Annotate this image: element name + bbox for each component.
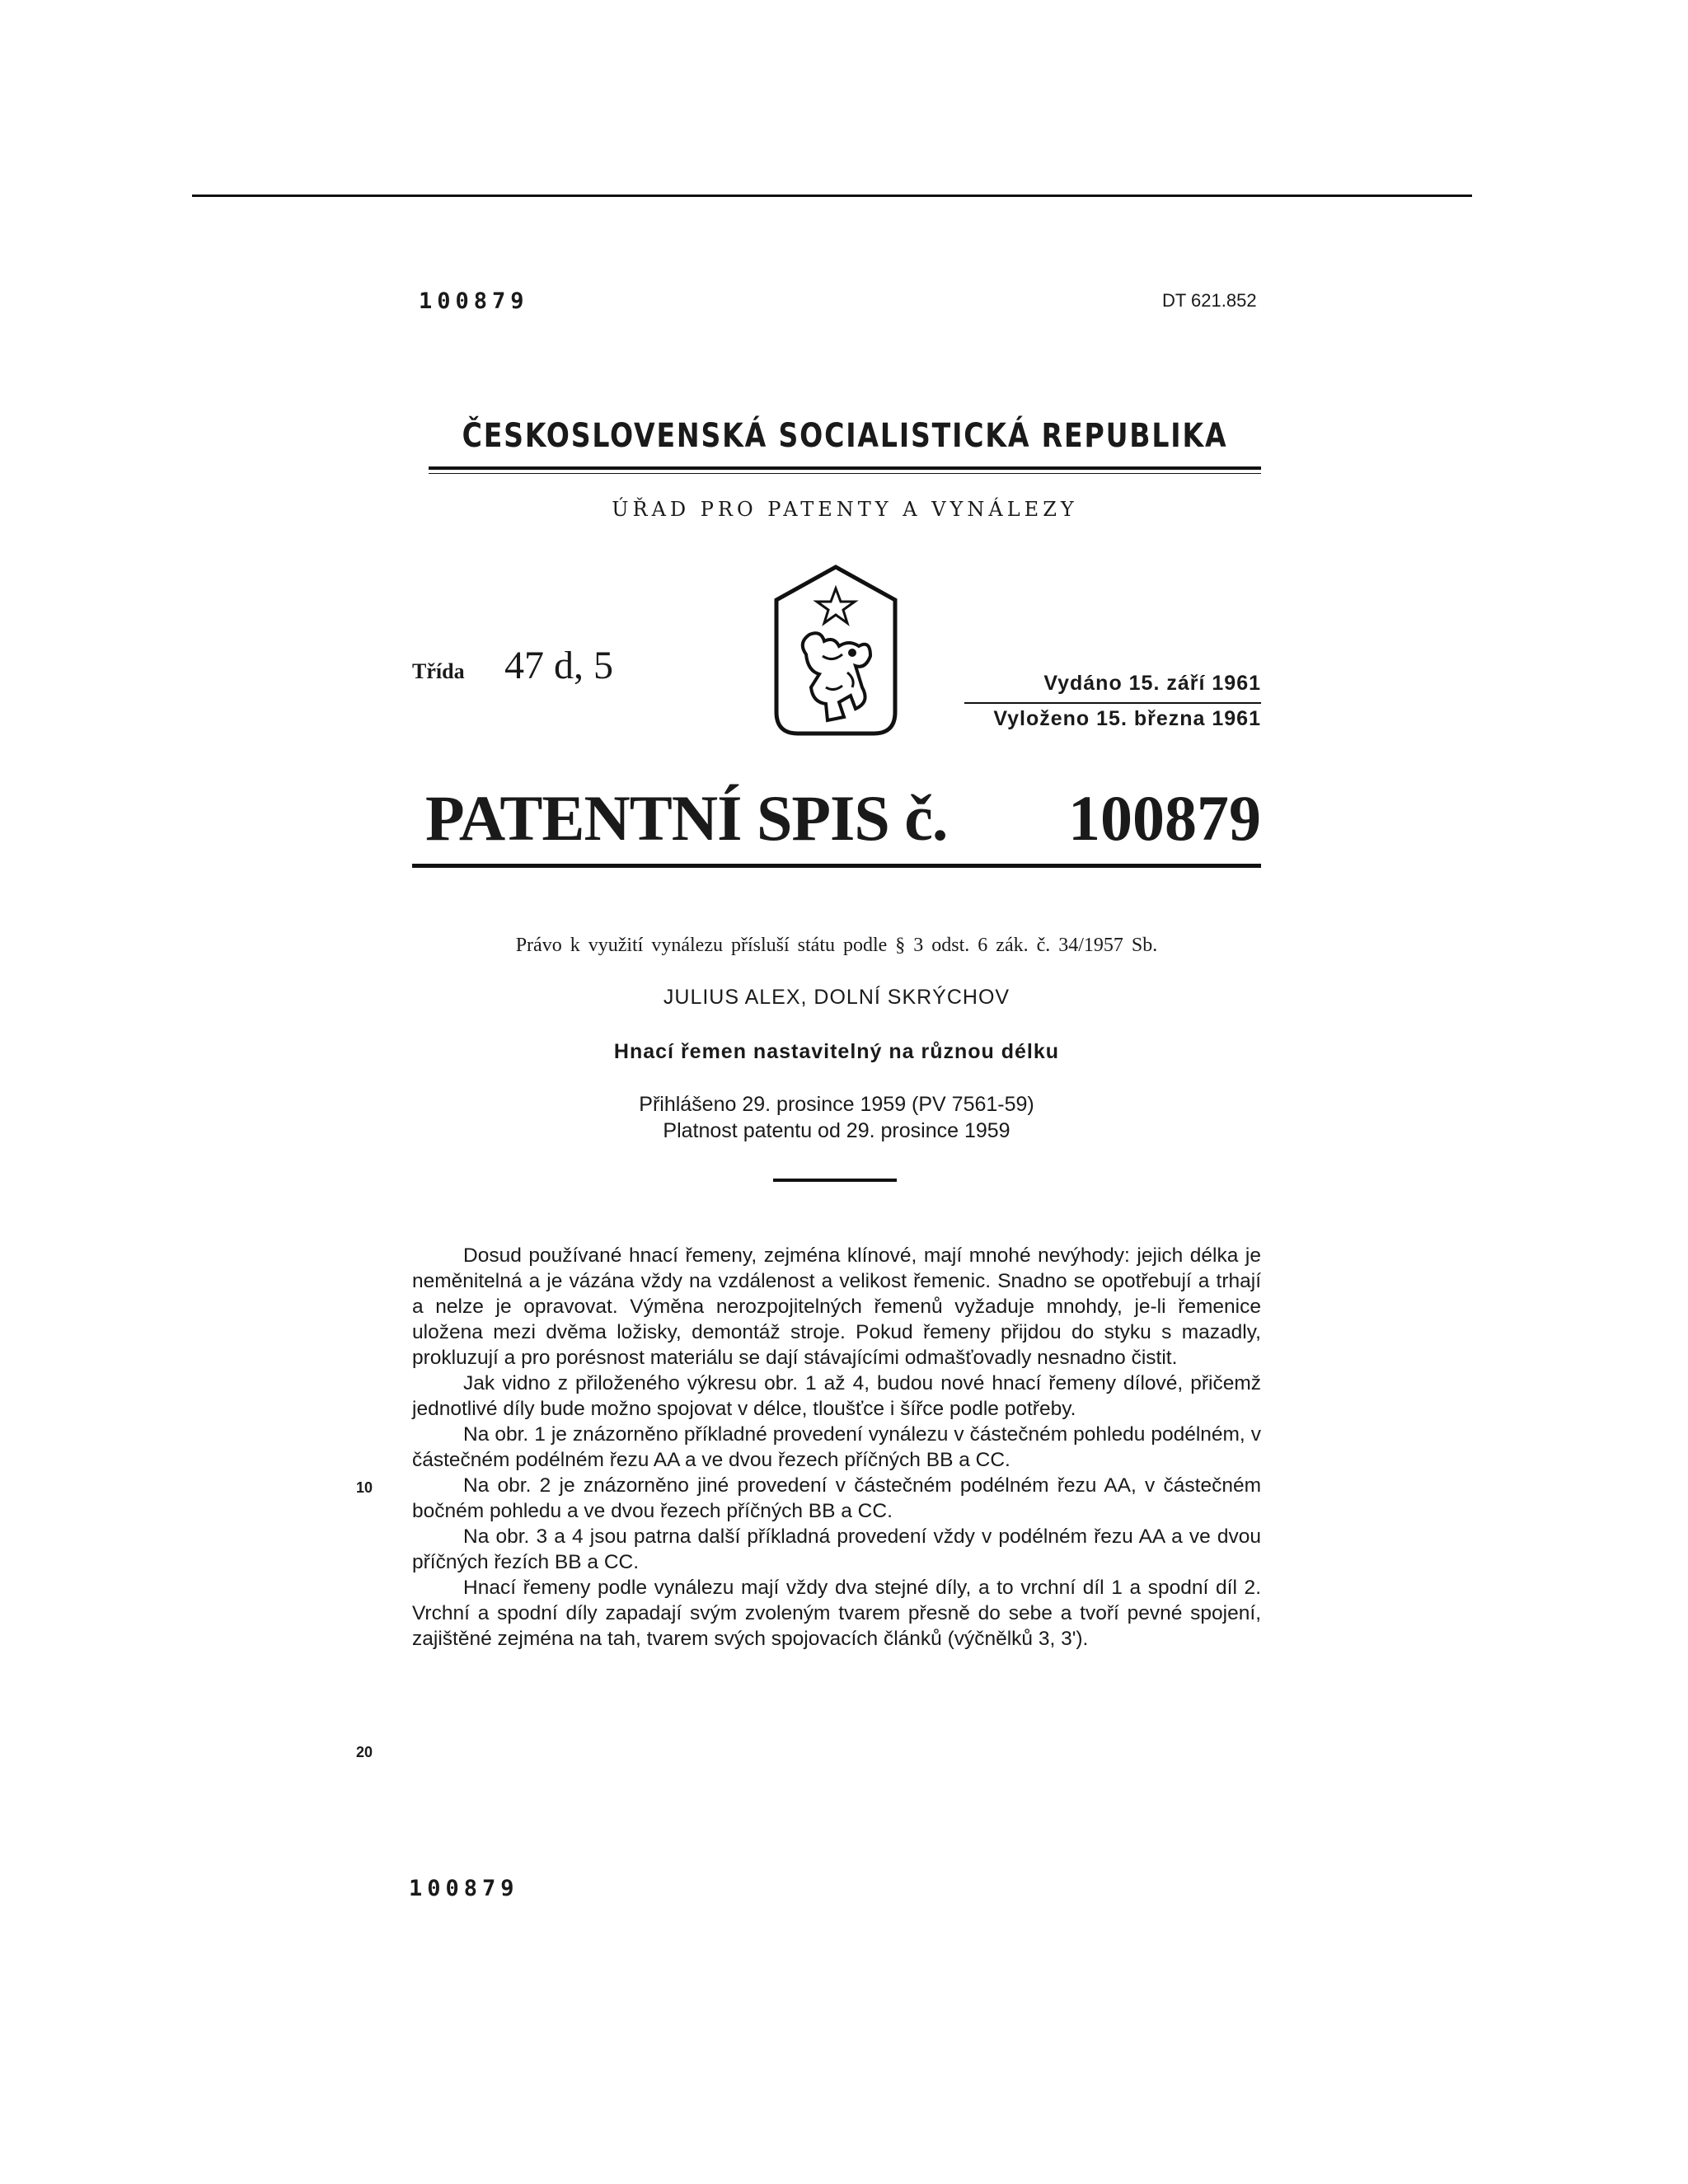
patent-title-label: PATENTNÍ SPIS č.: [425, 782, 948, 854]
line-number: 10: [356, 1479, 373, 1496]
top-border-rule: [192, 194, 1472, 197]
class-label: Třída: [412, 659, 465, 683]
section-divider: [773, 1179, 897, 1182]
paragraph: Dosud používané hnací řemeny, zejména klínové, mají mnohé nevýhody: jejich délka je neměnitelná a je vázána vždy na vzdálenost a velikost řemenic. Snadno se opotřebují a trhají a nelze je opravovat. Výměna nerozpojitelných řemenů vyžaduje mnohdy, je-li řemenice uložena mezi dvěma ložisky, demontáž stroje. Pokud řemeny přijdou do styku s mazadly, prokluzují a pro porésnost materiálu se dají stávajícími odmašťovadly nesnadno čistit.: [412, 1244, 1261, 1369]
class-value: 47 d, 5: [504, 644, 613, 687]
title-rule: [412, 864, 1261, 868]
filing-date: Přihlášeno 29. prosince 1959 (PV 7561-59): [639, 1093, 1034, 1116]
republic-rule-thick: [429, 466, 1261, 470]
patent-title-number: 100879: [1068, 782, 1261, 854]
invention-title: Hnací řemen nastavitelný na různou délku: [613, 1040, 1060, 1063]
paragraph: Na obr. 3 a 4 jsou patrna další příkladná provedení vždy v podélném řezu AA a ve dvou příčných řezích BB a CC.: [412, 1526, 1261, 1573]
footer-document-number: 100879: [409, 1876, 519, 1901]
paragraph: Hnací řemeny podle vynálezu mají vždy dva stejné díly, a to vrchní díl 1 a spodní díl 2. Vrchní a spodní díly zapadají svým zvoleným tvarem přesně do sebe a tvoří pevné spojení, zajištěné zejména na tah, tvarem svých spojovacích článků (výčnělků 3, 3').: [412, 1577, 1261, 1650]
filing-info: [412, 1091, 1261, 1144]
header-document-number: 100879: [419, 288, 529, 314]
laid-open-date: Vyloženo 15. března 1961: [993, 707, 1261, 730]
republic-rule-thin: [429, 473, 1261, 474]
issued-date: Vydáno 15. září 1961: [1043, 672, 1261, 695]
validity-date: Platnost patentu od 29. prosince 1959: [663, 1119, 1010, 1142]
line-number: 20: [356, 1744, 373, 1760]
inventor-name: JULIUS ALEX, DOLNÍ SKRÝCHOV: [663, 986, 1010, 1009]
republic-heading: ČESKOSLOVENSKÁ SOCIALISTICKÁ REPUBLIKA: [462, 417, 1228, 455]
state-emblem-icon: [773, 564, 898, 738]
paragraph: Jak vidno z přiloženého výkresu obr. 1 až 4, budou nové hnací řemeny dílové, přičemž jednotlivé díly bude možno spojovat v délce, tloušťce i šířce podle potřeby.: [412, 1372, 1261, 1420]
description-body: [412, 1243, 1261, 1652]
dates-divider: [964, 702, 1261, 704]
paragraph: Na obr. 2 je znázorněno jiné provedení v částečném podélném řezu AA, v částečném bočném pohledu a ve dvou řezech příčných BB a CC.: [412, 1474, 1261, 1522]
header-classification: DT 621.852: [1162, 290, 1257, 311]
paragraph: Na obr. 1 je znázorněno příkladné provedení vynálezu v částečném pohledu podélném, v částečném podélném řezu AA a ve dvou řezech příčných BB a CC.: [412, 1423, 1261, 1471]
patent-office-name: ÚŘAD PRO PATENTY A VYNÁLEZY: [612, 498, 1078, 521]
rights-statement: Právo k využití vynálezu přísluší státu podle § 3 odst. 6 zák. č. 34/1957 Sb.: [515, 935, 1158, 956]
